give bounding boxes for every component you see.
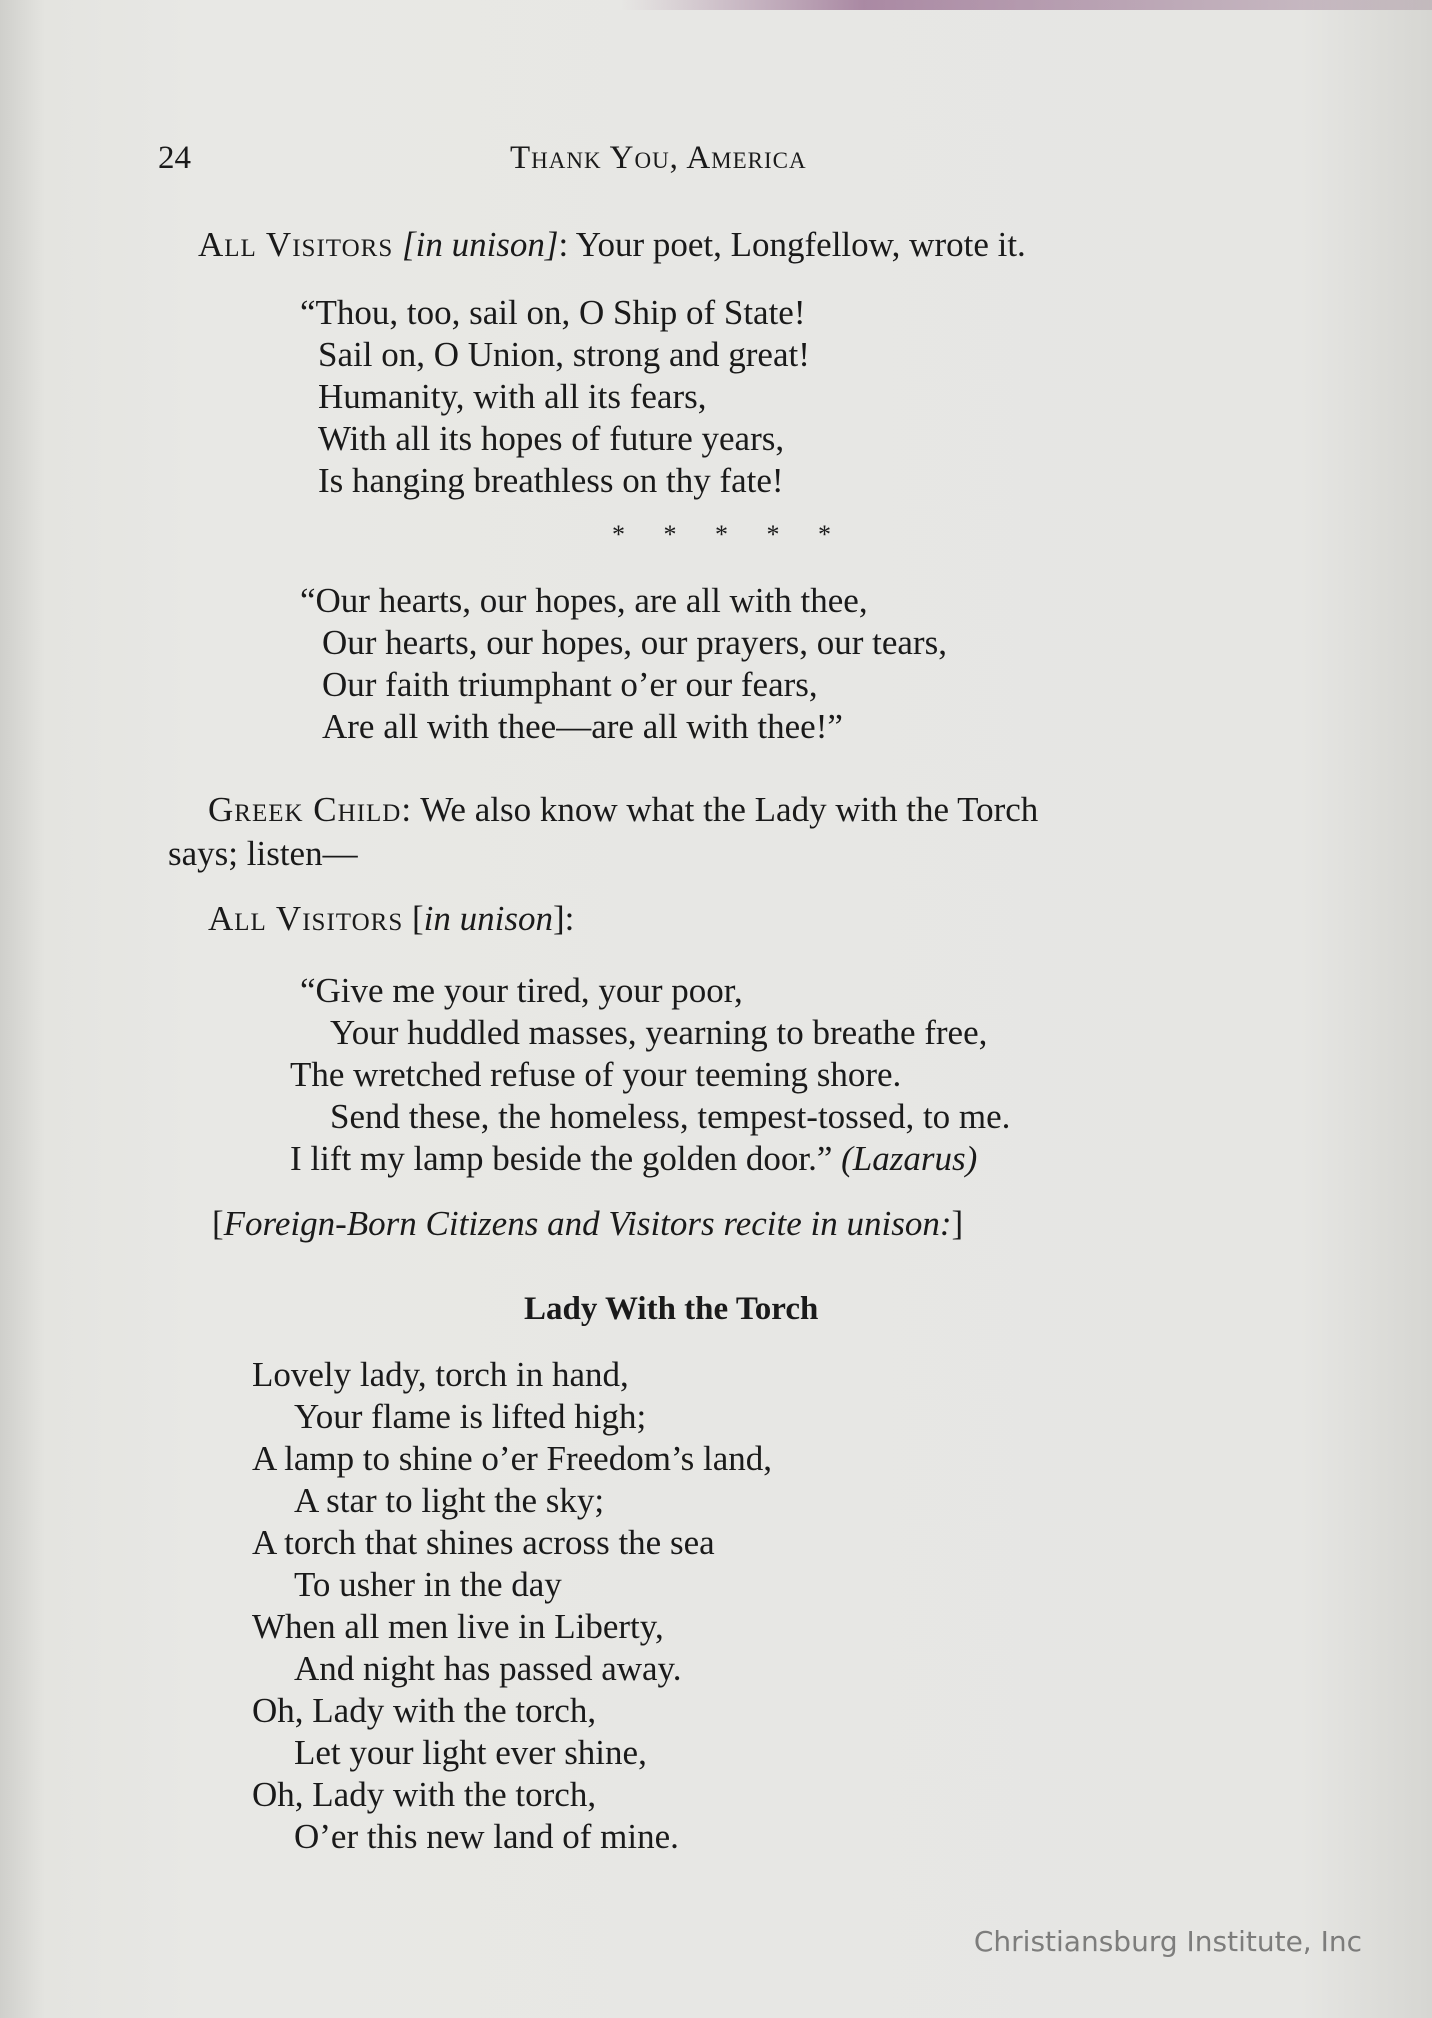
poem4-line: Your flame is lifted high;: [294, 1397, 647, 1436]
bracket-close: ]:: [552, 899, 575, 938]
poem-attribution: (Lazarus): [841, 1139, 978, 1178]
speech-text: We also know what the Lady with the Torch: [412, 790, 1039, 829]
poem4-line: A star to light the sky;: [294, 1481, 605, 1520]
poem1-line: With all its hopes of future years,: [318, 419, 785, 458]
speaker-label: Greek Child:: [208, 790, 413, 829]
speaker-label: All Visitors: [198, 225, 394, 264]
speech-greek-child: [208, 789, 1038, 831]
poem3-line-last: [290, 1138, 977, 1180]
poem2-line: Our hearts, our hopes, our prayers, our tears,: [322, 623, 947, 662]
poem1-line: “Thou, too, sail on, O Ship of State!: [300, 293, 806, 332]
poem3-line: I lift my lamp beside the golden door.”: [290, 1139, 833, 1178]
page-number: 24: [158, 140, 191, 176]
speaker-label: All Visitors: [208, 899, 404, 938]
stage-direction: [212, 1203, 963, 1245]
stage-direction-text: Foreign-Born Citizens and Visitors recite in unison:: [223, 1204, 952, 1243]
page-edge-shadow: [620, 0, 1432, 10]
poem1-line: Is hanging breathless on thy fate!: [318, 461, 784, 500]
bracket-close: ]: [951, 1204, 964, 1243]
speech-all-visitors-2: [208, 898, 574, 940]
poem4-line: A torch that shines across the sea: [252, 1523, 715, 1562]
bracket-open: [: [403, 899, 424, 938]
poem1-line: Humanity, with all its fears,: [318, 377, 707, 416]
poem-title: Lady With the Torch: [524, 1291, 819, 1327]
poem4-line: Oh, Lady with the torch,: [252, 1775, 597, 1814]
poem2-line: Our faith triumphant o’er our fears,: [322, 665, 818, 704]
speech-text-continued: says; listen—: [168, 834, 358, 873]
running-head: Thank You, America: [510, 140, 807, 176]
poem4-line: Let your light ever shine,: [294, 1733, 647, 1772]
poem3-line: “Give me your tired, your poor,: [300, 971, 743, 1010]
poem4-line: Oh, Lady with the torch,: [252, 1691, 597, 1730]
poem3-line: The wretched refuse of your teeming shore.: [290, 1055, 902, 1094]
poem4-line: O’er this new land of mine.: [294, 1817, 679, 1856]
speech-all-visitors-1: [198, 224, 1026, 266]
watermark: Christiansburg Institute, Inc: [973, 1925, 1362, 1958]
speech-text: : Your poet, Longfellow, wrote it.: [558, 225, 1026, 264]
poem4-line: To usher in the day: [294, 1565, 562, 1604]
poem4-line: When all men live in Liberty,: [252, 1607, 664, 1646]
poem3-line: Your huddled masses, yearning to breathe free,: [330, 1013, 988, 1052]
page-header: [158, 140, 1258, 190]
poem2-line: Are all with thee—are all with thee!”: [322, 707, 843, 746]
stage-direction-inline: in unison: [423, 899, 553, 938]
poem1-line: Sail on, O Union, strong and great!: [318, 335, 810, 374]
poem3-line: Send these, the homeless, tempest-tossed, to me.: [330, 1097, 1011, 1136]
poem2-line: “Our hearts, our hopes, are all with thee,: [300, 581, 868, 620]
section-separator: * * * * *: [612, 520, 847, 549]
stage-direction-inline: [in unison]: [401, 225, 559, 264]
poem4-line: A lamp to shine o’er Freedom’s land,: [252, 1439, 773, 1478]
bracket-open: [: [212, 1204, 224, 1243]
poem4-line: Lovely lady, torch in hand,: [252, 1355, 629, 1394]
poem4-line: And night has passed away.: [294, 1649, 682, 1688]
